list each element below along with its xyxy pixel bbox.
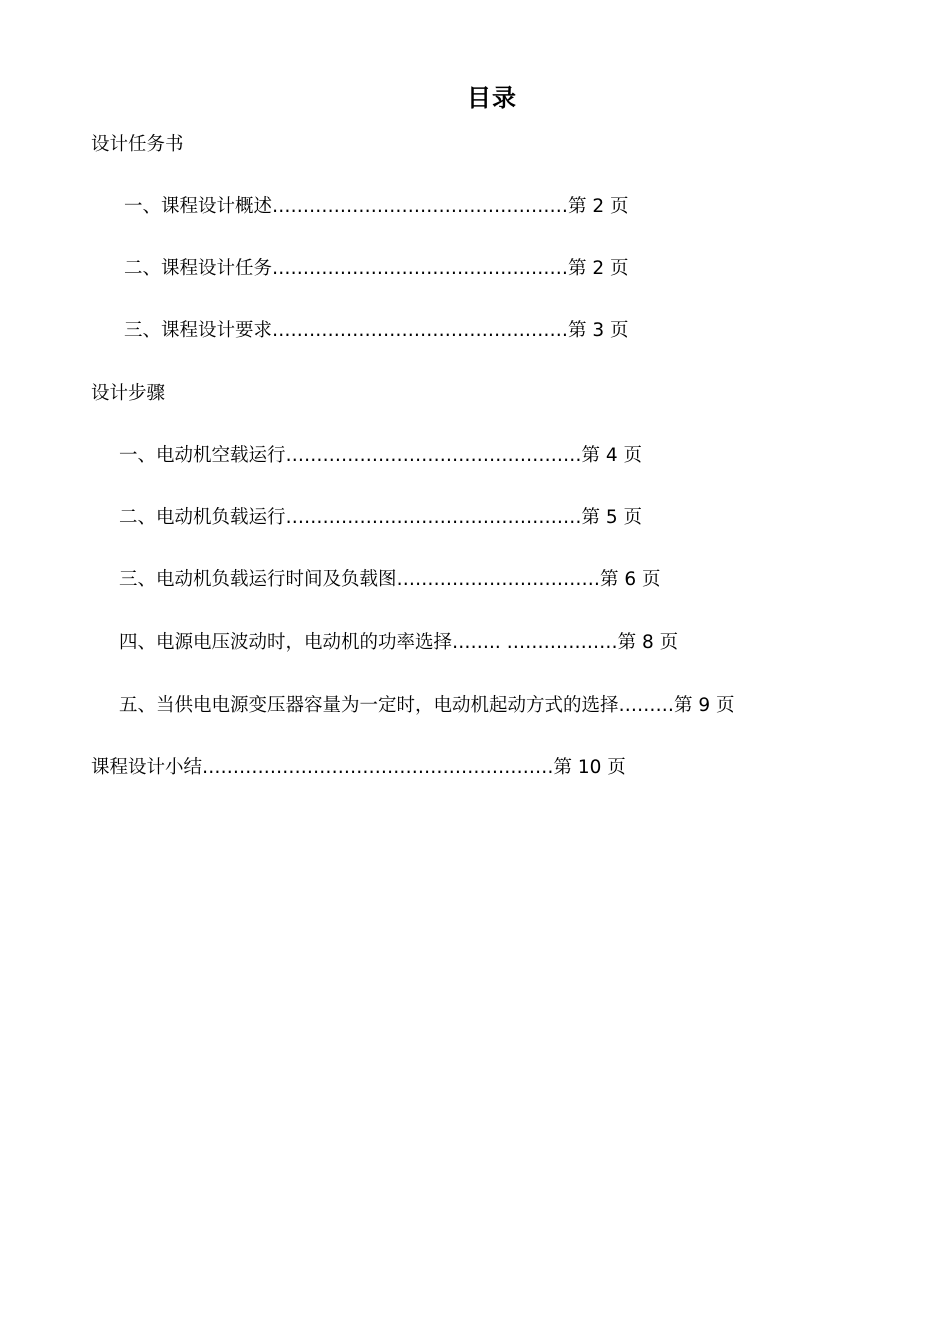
toc-entry-task: 二、课程设计任务…………………………………………第 2 页 (124, 258, 629, 279)
toc-entry-starting-method: 五、当供电电源变压器容量为一定时，电动机起动方式的选择………第 9 页 (119, 695, 735, 716)
toc-entry-overview: 一、课程设计概述…………………………………………第 2 页 (124, 196, 629, 217)
toc-entry-summary: 课程设计小结…………………………………………………第 10 页 (91, 757, 626, 778)
toc-entry-power-selection: 四、电源电压波动时，电动机的功率选择…….. ………………第 8 页 (119, 632, 679, 653)
toc-title: 目录 (467, 84, 517, 112)
toc-entry-requirements: 三、课程设计要求…………………………………………第 3 页 (124, 320, 629, 341)
toc-entry-no-load: 一、电动机空载运行…………………………………………第 4 页 (119, 445, 643, 466)
toc-entry-load-diagram: 三、电动机负载运行时间及负载图……………………………第 6 页 (119, 569, 661, 590)
toc-section-design-steps: 设计步骤 (91, 383, 166, 404)
toc-section-task-book: 设计任务书 (91, 134, 184, 155)
toc-entry-load: 二、电动机负载运行…………………………………………第 5 页 (119, 507, 643, 528)
